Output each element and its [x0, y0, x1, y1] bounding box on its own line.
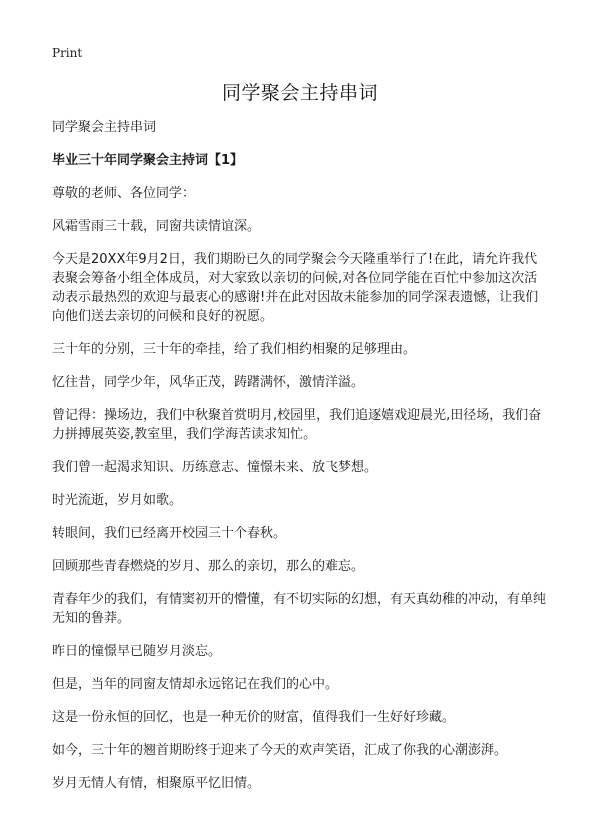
paragraph: 但是，当年的同窗友情却永远铭记在我们的心中。	[52, 677, 339, 692]
paragraph: 忆往昔，同学少年，风华正茂，踌躇满怀，激情洋溢。	[52, 375, 365, 390]
section-heading: 毕业三十年同学聚会主持词【1】	[52, 153, 244, 168]
paragraph: 昨日的憧憬早已随岁月淡忘。	[52, 644, 222, 659]
paragraph: 曾记得：操场边，我们中秋聚首赏明月,校园里，我们追逐嬉戏迎晨光,田径场，我们奋力拼搏展英姿,教室里，我们学海苦读求知忙。	[52, 408, 542, 442]
paragraph: 青春年少的我们，有情窦初开的懵懂，有不切实际的幻想，有天真幼稚的冲动，有单纯无知的鲁莽。	[52, 592, 547, 626]
paragraph: 今天是20XX年9月2日，我们期盼已久的同学聚会今天隆重举行了!在此，请允许我代表聚会筹备小组全体成员，对大家致以亲切的问候,对各位同学能在百忙中参加这次活动表示最热烈的欢迎与最衷心的感谢!并在此对因故未能参加的同学深表遗憾，让我们向他们送去亲切的问候和良好的祝愿。	[52, 252, 539, 324]
paragraph: 时光流逝，岁月如歌。	[52, 493, 183, 508]
paragraph: 转眼间，我们已经离开校园三十个春秋。	[52, 526, 287, 541]
paragraph: 尊敬的老师、各位同学：	[52, 186, 196, 201]
paragraph: 我们曾一起渴求知识、历练意志、憧憬未来、放飞梦想。	[52, 460, 378, 475]
print-link[interactable]: Print	[52, 46, 83, 60]
paragraph: 岁月无情人有情，相聚原平忆旧情。	[52, 776, 261, 791]
document-body	[52, 118, 550, 807]
paragraph: 风霜雪雨三十载，同窗共读情谊深。	[52, 219, 261, 234]
paragraph: 回顾那些青春燃烧的岁月、那么的亲切，那么的难忘。	[52, 559, 365, 574]
paragraph: 如今，三十年的翘首期盼终于迎来了今天的欢声笑语，汇成了你我的心潮澎湃。	[52, 743, 508, 758]
paragraph: 这是一份永恒的回忆，也是一种无价的财富，值得我们一生好好珍藏。	[52, 710, 456, 725]
paragraph: 三十年的分别，三十年的牵挂，给了我们相约相聚的足够理由。	[52, 342, 417, 357]
document-subtitle: 同学聚会主持串词	[52, 120, 157, 135]
document-title: 同学聚会主持串词	[221, 82, 378, 104]
